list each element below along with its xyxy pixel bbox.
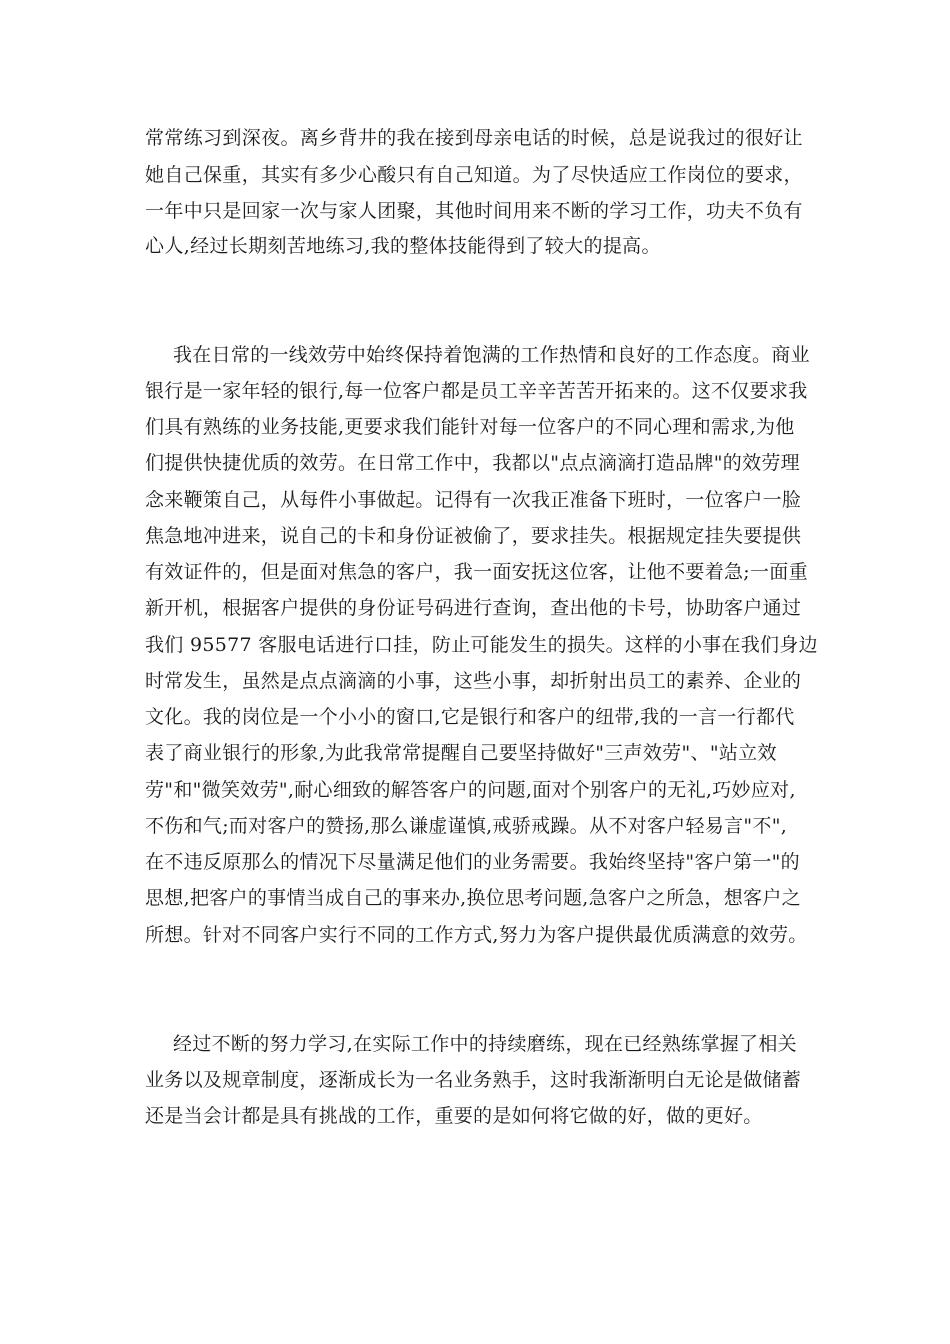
text-line: 还是当会计都是具有挑战的工作，重要的是如何将它做的好，做的更好。 bbox=[145, 1105, 763, 1127]
text-line: 时常发生，虽然是点点滴滴的小事，这些小事，却折射出员工的素养、企业的 bbox=[145, 670, 802, 692]
text-line: 心人,经过长期刻苦地练习,我的整体技能得到了较大的提高。 bbox=[145, 235, 661, 257]
text-line: 思想,把客户的事情当成自己的事来办,换位思考问题,急客户之所急，想客户之 bbox=[145, 887, 801, 909]
text-line: 劳"和"微笑效劳",耐心细致的解答客户的问题,面对个别客户的无礼,巧妙应对, bbox=[145, 779, 796, 801]
text-line: 我在日常的一线效劳中始终保持着饱满的工作热情和良好的工作态度。商业 bbox=[173, 344, 810, 366]
text-line: 业务以及规章制度，逐渐成长为一名业务熟手，这时我渐渐明白无论是做储蓄 bbox=[145, 1069, 802, 1091]
text-line: 在不违反原那么的情况下尽量满足他们的业务需要。我始终坚持"客户第一"的 bbox=[145, 851, 800, 873]
text-line: 焦急地冲进来，说自己的卡和身份证被偷了，要求挂失。根据规定挂失要提供 bbox=[145, 525, 802, 547]
text-line: 经过不断的努力学习,在实际工作中的持续磨练，现在已经熟练掌握了相关 bbox=[173, 1033, 797, 1055]
text-line: 表了商业银行的形象,为此我常常提醒自己要坚持做好"三声效劳"、"站立效 bbox=[145, 742, 777, 764]
text-line: 我们 95577 客服电话进行口挂，防止可能发生的损失。这样的小事在我们身边 bbox=[145, 634, 818, 656]
text-line: 新开机，根据客户提供的身份证号码进行查询，查出他的卡号，协助客户通过 bbox=[145, 597, 802, 619]
text-line: 们具有熟练的业务技能,更要求我们能针对每一位客户的不同心理和需求,为他 bbox=[145, 416, 795, 438]
text-line: 银行是一家年轻的银行,每一位客户都是员工辛辛苦苦开拓来的。这不仅要求我 bbox=[145, 380, 808, 402]
text-line: 们提供快捷优质的效劳。在日常工作中，我都以"点点滴滴打造品牌"的效劳理 bbox=[145, 452, 800, 474]
text-line: 所想。针对不同客户实行不同的工作方式,努力为客户提供最优质满意的效劳。 bbox=[145, 924, 808, 946]
text-line: 不伤和气;而对客户的赞扬,那么谦虚谨慎,戒骄戒躁。从不对客户轻易言"不", bbox=[145, 815, 788, 837]
text-line: 有效证件的，但是面对焦急的客户，我一面安抚这位客，让他不要着急;一面重 bbox=[145, 561, 808, 583]
text-line: 一年中只是回家一次与家人团聚，其他时间用来不断的学习工作，功夫不负有 bbox=[145, 200, 803, 222]
text-line: 她自己保重，其实有多少心酸只有自己知道。为了尽快适应工作岗位的要求， bbox=[145, 164, 803, 186]
text-line: 常常练习到深夜。离乡背井的我在接到母亲电话的时候，总是说我过的很好让 bbox=[145, 127, 803, 149]
text-line: 念来鞭策自己，从每件小事做起。记得有一次我正准备下班时，一位客户一脸 bbox=[145, 489, 802, 511]
text-line: 文化。我的岗位是一个小小的窗口,它是银行和客户的纽带,我的一言一行都代 bbox=[145, 706, 795, 728]
